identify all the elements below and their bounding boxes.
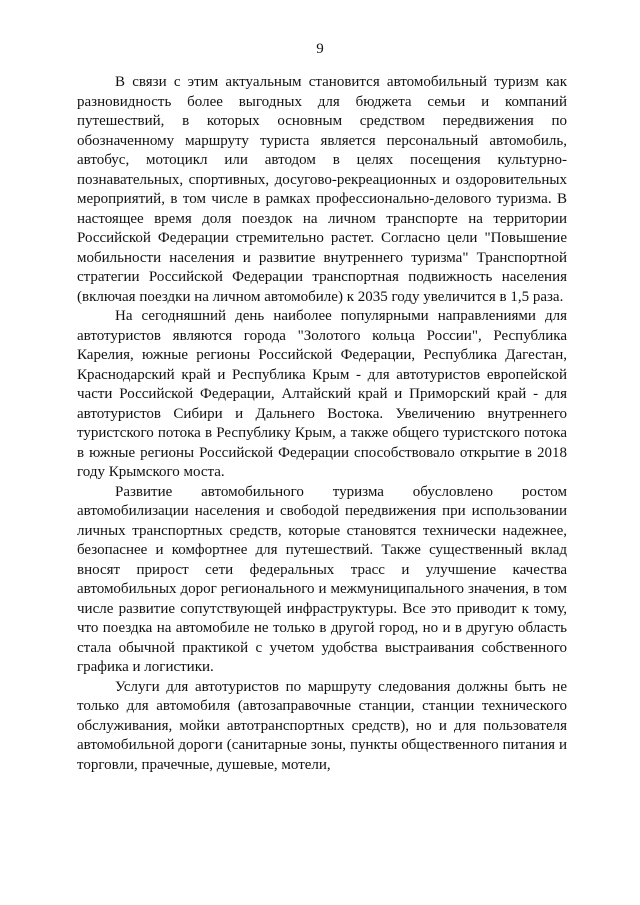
paragraph-development-factors: Развитие автомобильного туризма обусловлено ростом автомобилизации населения и свободой передвижения при использовании личных транспортных средств, которые становятся технически надежнее, безопаснее и комфортнее для путешествий. Также существенный вклад вносят прирост сети федеральных трасс и улучшение качества автомобильных дорог регионального и межмуниципального значения, в том числе развитие сопутствующей инфраструктуры. Все это приводит к тому, что поездка на автомобиле не только в другой город, но и в другую область стала обычной практикой с учетом удобства выстраивания собственного графика и логистики. xyxy=(77,483,567,675)
page-number: 9 xyxy=(316,41,324,57)
paragraph-services-for-tourists: Услуги для автотуристов по маршруту следования должны быть не только для автомобиля (автозаправочные станции, станции технического обслуживания, мойки автотранспортных средств), но и для пользователя автомобильной дороги (санитарные зоны, пункты общественного питания и торговли, прачечные, душевые, мотели, xyxy=(77,678,567,773)
page-body xyxy=(77,73,567,775)
paragraph-popular-destinations: На сегодняшний день наиболее популярными направлениями для автотуристов являются города "Золотого кольца России", Республика Карелия, южные регионы Российской Федерации, Республика Дагестан, Краснодарский край и Республика Крым - для автотуристов европейской части Российской Федерации, Алтайский край и Приморский край - для автотуристов Сибири и Дальнего Востока. Увеличению внутреннего туристского потока в Республику Крым, а также общего туристского потока в южные регионы Российской Федерации способствовало открытие в 2018 году Крымского моста. xyxy=(77,308,567,480)
paragraph-auto-tourism-relevance: В связи с этим актуальным становится автомобильный туризм как разновидность более выгодных для бюджета семьи и компаний путешествий, в которых основным средством передвижения по обозначенному маршруту туриста является персональный автомобиль, автобус, мотоцикл или автодом в целях посещения культурно-познавательных, спортивных, досугово-рекреационных и оздоровительных мероприятий, в том числе в рамках профессионально-делового туризма. В настоящее время доля поездок на личном транспорте на территории Российской Федерации стремительно растет. Согласно цели "Повышение мобильности населения и развитие внутреннего туризма" Транспортной стратегии Российской Федерации транспортная подвижность населения (включая поездки на личном автомобиле) к 2035 году увеличится в 1,5 раза. xyxy=(77,74,567,305)
